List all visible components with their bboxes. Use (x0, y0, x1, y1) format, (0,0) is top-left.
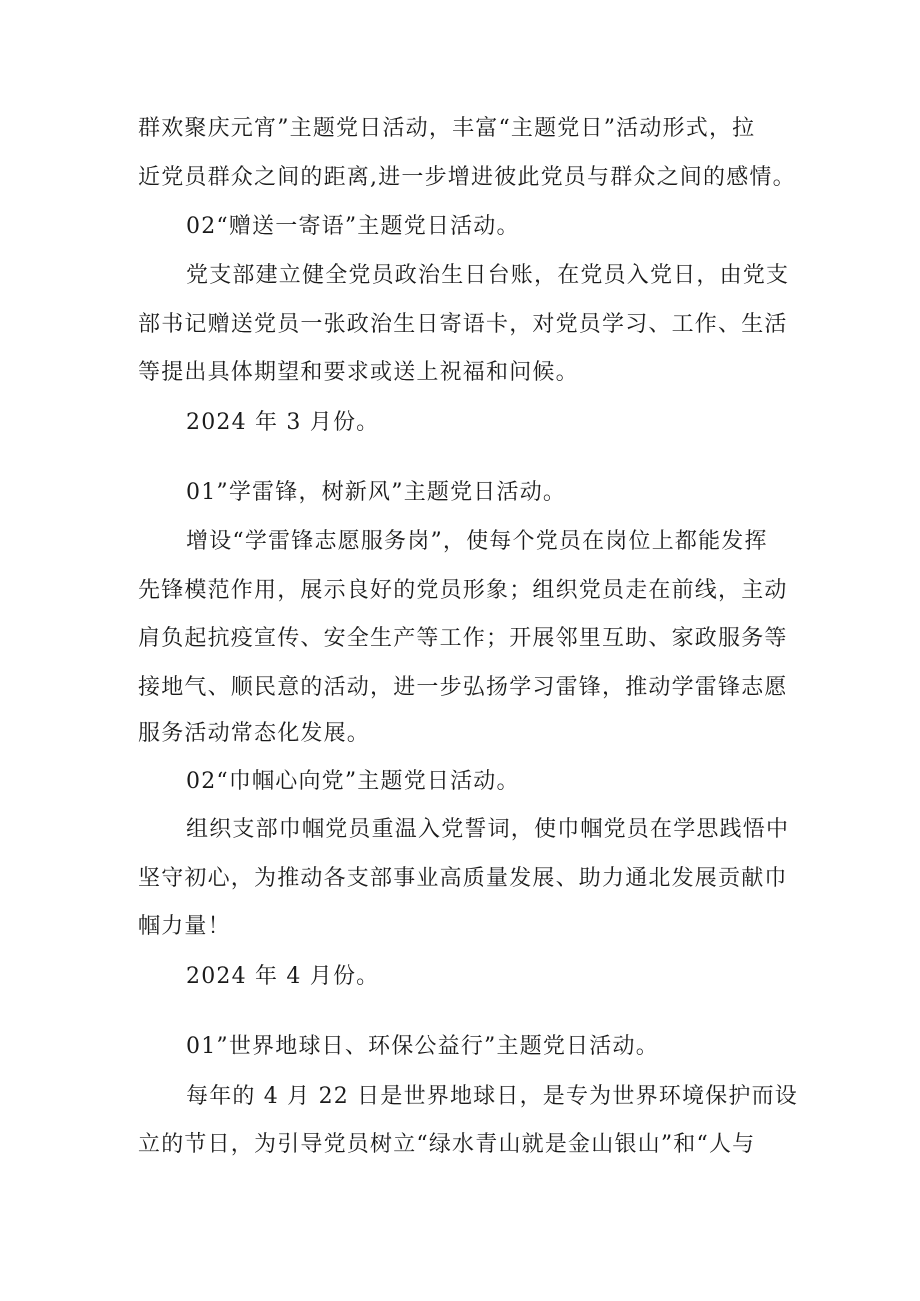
paragraph-line: 坚守初心，为推动各支部事业高质量发展、助力通北发展贡献巾 (138, 866, 788, 891)
paragraph-line: 部书记赠送党员一张政治生日寄语卡，对党员学习、工作、生活 (138, 312, 788, 337)
paragraph-line: 近党员群众之间的距离,进一步增进彼此党员与群众之间的感情。 (138, 165, 796, 190)
paragraph-line: 先锋模范作用，展示良好的党员形象；组织党员走在前线，主动 (138, 578, 788, 603)
paragraph-line: 等提出具体期望和要求或送上祝福和问候。 (138, 360, 579, 385)
paragraph-line: 增设“学雷锋志愿服务岗”，使每个党员在岗位上都能发挥 (186, 529, 768, 554)
section-heading: 02“赠送一寄语”主题党日活动。 (186, 214, 520, 239)
paragraph-line: 党支部建立健全党员政治生日台账，在党员入党日，由党支 (186, 263, 790, 288)
paragraph-line: 服务活动常态化发展。 (138, 721, 371, 746)
paragraph-line: 肩负起抗疫宣传、安全生产等工作；开展邻里互助、家政服务等 (138, 626, 788, 651)
paragraph-line: 接地气、顺民意的活动，进一步弘扬学习雷锋，推动学雷锋志愿 (138, 675, 788, 700)
section-heading: 02“巾帼心向党”主题党日活动。 (186, 769, 520, 794)
month-heading: 2024 年 3 月份。 (186, 410, 380, 435)
paragraph-line: 立的节日，为引导党员树立“绿水青山就是金山银山”和“人与 (138, 1132, 756, 1157)
month-heading: 2024 年 4 月份。 (186, 964, 380, 989)
paragraph-line: 群欢聚庆元宵”主题党日活动，丰富“主题党日”活动形式，拉 (138, 116, 756, 141)
section-heading: 01”学雷锋，树新风”主题党日活动。 (186, 480, 567, 505)
paragraph-line: 帼力量！ (138, 914, 231, 939)
paragraph-line: 每年的 4 月 22 日是世界地球日，是专为世界环境保护而设 (186, 1084, 798, 1109)
paragraph-line: 组织支部巾帼党员重温入党誓词，使巾帼党员在学思践悟中 (186, 817, 790, 842)
section-heading: 01”世界地球日、环保公益行”主题党日活动。 (186, 1034, 659, 1059)
